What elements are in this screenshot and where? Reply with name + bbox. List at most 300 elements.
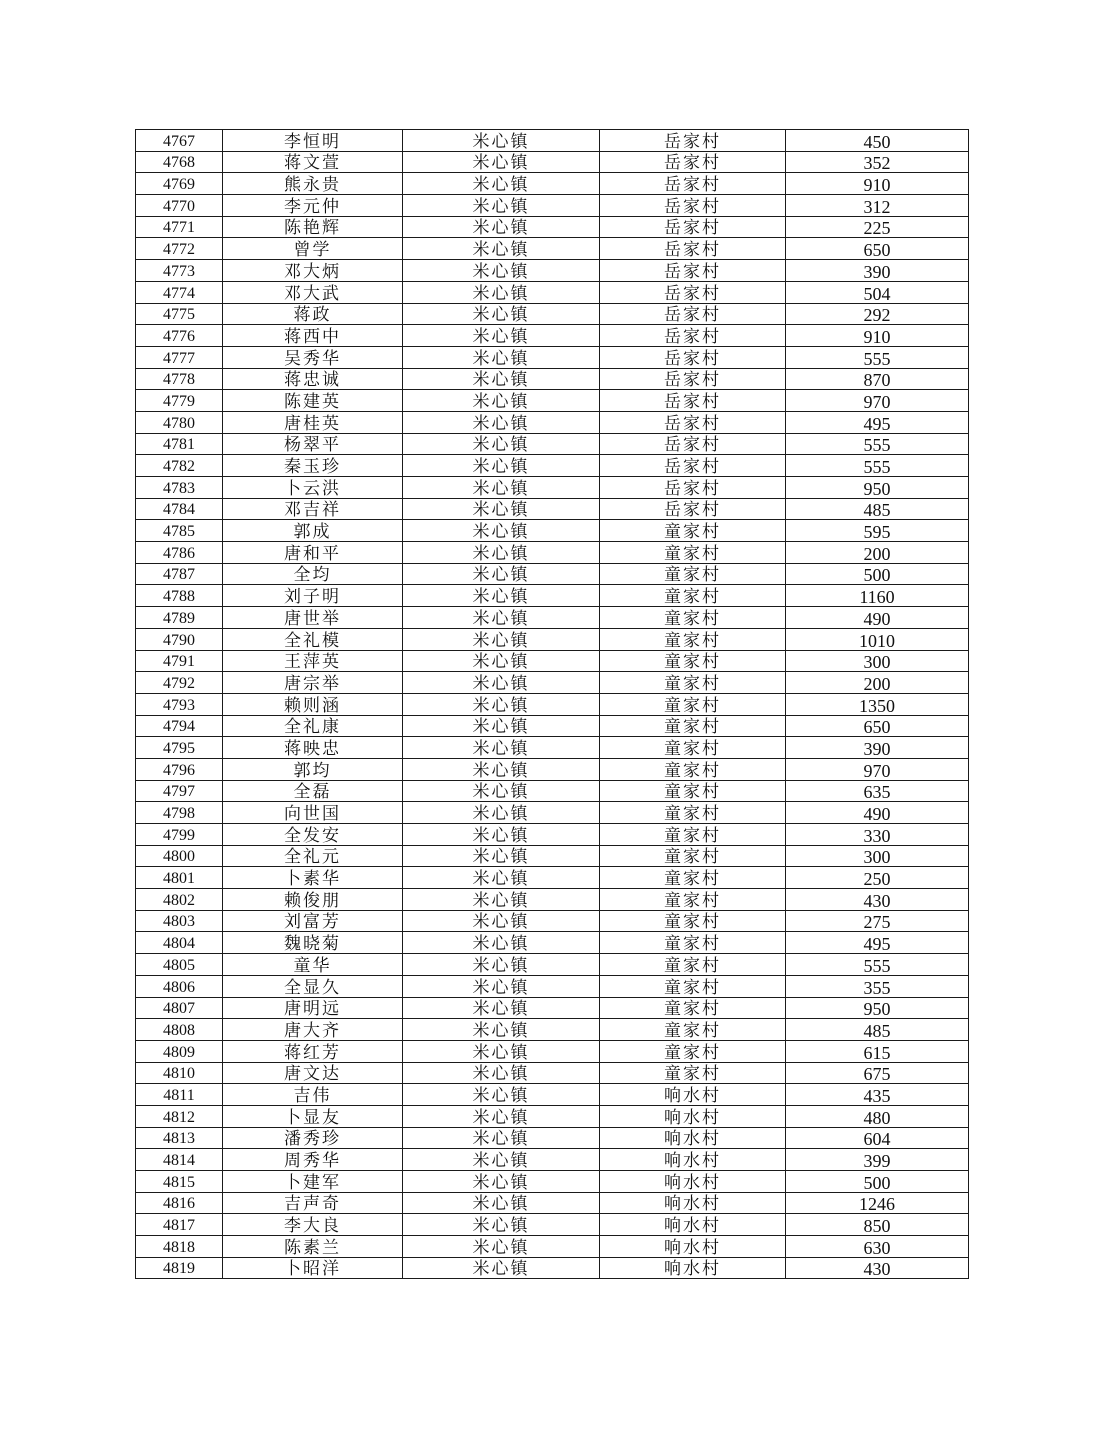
amount-cell: 555 bbox=[786, 433, 969, 455]
name-cell: 卜显友 bbox=[223, 1105, 403, 1127]
table-row bbox=[136, 260, 969, 282]
name-cell: 曾学 bbox=[223, 238, 403, 260]
name-cell: 蒋西中 bbox=[223, 325, 403, 347]
table-row bbox=[136, 867, 969, 889]
village-cell: 童家村 bbox=[600, 693, 786, 715]
row-number-cell: 4805 bbox=[136, 954, 223, 976]
town-cell: 米心镇 bbox=[403, 1019, 600, 1041]
name-cell: 唐桂英 bbox=[223, 411, 403, 433]
town-cell: 米心镇 bbox=[403, 1236, 600, 1258]
row-number-cell: 4811 bbox=[136, 1084, 223, 1106]
name-cell: 潘秀珍 bbox=[223, 1127, 403, 1149]
row-number-cell: 4773 bbox=[136, 260, 223, 282]
row-number-cell: 4797 bbox=[136, 780, 223, 802]
row-number-cell: 4783 bbox=[136, 477, 223, 499]
table-row bbox=[136, 672, 969, 694]
village-cell: 岳家村 bbox=[600, 433, 786, 455]
amount-cell: 970 bbox=[786, 758, 969, 780]
row-number-cell: 4809 bbox=[136, 1040, 223, 1062]
town-cell: 米心镇 bbox=[403, 758, 600, 780]
village-cell: 童家村 bbox=[600, 889, 786, 911]
row-number-cell: 4769 bbox=[136, 173, 223, 195]
table-row bbox=[136, 802, 969, 824]
amount-cell: 555 bbox=[786, 346, 969, 368]
table-row bbox=[136, 325, 969, 347]
row-number-cell: 4803 bbox=[136, 910, 223, 932]
row-number-cell: 4788 bbox=[136, 585, 223, 607]
row-number-cell: 4784 bbox=[136, 498, 223, 520]
town-cell: 米心镇 bbox=[403, 672, 600, 694]
table-row bbox=[136, 889, 969, 911]
village-cell: 响水村 bbox=[600, 1214, 786, 1236]
table-row bbox=[136, 477, 969, 499]
table-row bbox=[136, 585, 969, 607]
amount-cell: 1160 bbox=[786, 585, 969, 607]
amount-cell: 430 bbox=[786, 1257, 969, 1279]
amount-cell: 910 bbox=[786, 325, 969, 347]
village-cell: 童家村 bbox=[600, 1062, 786, 1084]
town-cell: 米心镇 bbox=[403, 1214, 600, 1236]
row-number-cell: 4782 bbox=[136, 455, 223, 477]
village-cell: 岳家村 bbox=[600, 346, 786, 368]
amount-cell: 485 bbox=[786, 498, 969, 520]
row-number-cell: 4767 bbox=[136, 130, 223, 152]
name-cell: 吉伟 bbox=[223, 1084, 403, 1106]
town-cell: 米心镇 bbox=[403, 520, 600, 542]
row-number-cell: 4770 bbox=[136, 195, 223, 217]
town-cell: 米心镇 bbox=[403, 563, 600, 585]
town-cell: 米心镇 bbox=[403, 1149, 600, 1171]
town-cell: 米心镇 bbox=[403, 346, 600, 368]
amount-cell: 355 bbox=[786, 975, 969, 997]
amount-cell: 390 bbox=[786, 737, 969, 759]
name-cell: 卜建军 bbox=[223, 1171, 403, 1193]
table-row bbox=[136, 1257, 969, 1279]
row-number-cell: 4810 bbox=[136, 1062, 223, 1084]
amount-cell: 490 bbox=[786, 607, 969, 629]
table-row bbox=[136, 1062, 969, 1084]
row-number-cell: 4806 bbox=[136, 975, 223, 997]
amount-cell: 615 bbox=[786, 1040, 969, 1062]
village-cell: 童家村 bbox=[600, 824, 786, 846]
town-cell: 米心镇 bbox=[403, 303, 600, 325]
row-number-cell: 4808 bbox=[136, 1019, 223, 1041]
town-cell: 米心镇 bbox=[403, 824, 600, 846]
name-cell: 周秀华 bbox=[223, 1149, 403, 1171]
amount-cell: 225 bbox=[786, 216, 969, 238]
name-cell: 熊永贵 bbox=[223, 173, 403, 195]
row-number-cell: 4800 bbox=[136, 845, 223, 867]
town-cell: 米心镇 bbox=[403, 325, 600, 347]
amount-cell: 495 bbox=[786, 932, 969, 954]
table-row bbox=[136, 932, 969, 954]
table-row bbox=[136, 520, 969, 542]
row-number-cell: 4776 bbox=[136, 325, 223, 347]
town-cell: 米心镇 bbox=[403, 607, 600, 629]
village-cell: 童家村 bbox=[600, 780, 786, 802]
name-cell: 赖则涵 bbox=[223, 693, 403, 715]
name-cell: 全磊 bbox=[223, 780, 403, 802]
town-cell: 米心镇 bbox=[403, 368, 600, 390]
name-cell: 郭均 bbox=[223, 758, 403, 780]
name-cell: 邓大武 bbox=[223, 281, 403, 303]
town-cell: 米心镇 bbox=[403, 151, 600, 173]
town-cell: 米心镇 bbox=[403, 975, 600, 997]
village-cell: 童家村 bbox=[600, 542, 786, 564]
row-number-cell: 4807 bbox=[136, 997, 223, 1019]
row-number-cell: 4774 bbox=[136, 281, 223, 303]
row-number-cell: 4799 bbox=[136, 824, 223, 846]
table-row bbox=[136, 151, 969, 173]
amount-cell: 850 bbox=[786, 1214, 969, 1236]
town-cell: 米心镇 bbox=[403, 1171, 600, 1193]
village-cell: 响水村 bbox=[600, 1171, 786, 1193]
amount-cell: 910 bbox=[786, 173, 969, 195]
amount-cell: 495 bbox=[786, 411, 969, 433]
village-cell: 岳家村 bbox=[600, 455, 786, 477]
town-cell: 米心镇 bbox=[403, 1105, 600, 1127]
town-cell: 米心镇 bbox=[403, 997, 600, 1019]
row-number-cell: 4794 bbox=[136, 715, 223, 737]
name-cell: 秦玉珍 bbox=[223, 455, 403, 477]
table-row bbox=[136, 368, 969, 390]
village-cell: 岳家村 bbox=[600, 325, 786, 347]
village-cell: 响水村 bbox=[600, 1257, 786, 1279]
row-number-cell: 4793 bbox=[136, 693, 223, 715]
name-cell: 陈艳辉 bbox=[223, 216, 403, 238]
table-row bbox=[136, 303, 969, 325]
amount-cell: 635 bbox=[786, 780, 969, 802]
amount-cell: 399 bbox=[786, 1149, 969, 1171]
town-cell: 米心镇 bbox=[403, 932, 600, 954]
village-cell: 童家村 bbox=[600, 845, 786, 867]
table-row bbox=[136, 173, 969, 195]
name-cell: 全显久 bbox=[223, 975, 403, 997]
name-cell: 吴秀华 bbox=[223, 346, 403, 368]
row-number-cell: 4796 bbox=[136, 758, 223, 780]
amount-cell: 390 bbox=[786, 260, 969, 282]
name-cell: 向世国 bbox=[223, 802, 403, 824]
village-cell: 童家村 bbox=[600, 1040, 786, 1062]
name-cell: 唐和平 bbox=[223, 542, 403, 564]
name-cell: 蒋映忠 bbox=[223, 737, 403, 759]
table-row bbox=[136, 628, 969, 650]
row-number-cell: 4791 bbox=[136, 650, 223, 672]
village-cell: 童家村 bbox=[600, 520, 786, 542]
table-row bbox=[136, 758, 969, 780]
records-table-body bbox=[136, 130, 969, 1279]
name-cell: 童华 bbox=[223, 954, 403, 976]
name-cell: 陈建英 bbox=[223, 390, 403, 412]
town-cell: 米心镇 bbox=[403, 542, 600, 564]
village-cell: 岳家村 bbox=[600, 411, 786, 433]
amount-cell: 595 bbox=[786, 520, 969, 542]
table-row bbox=[136, 845, 969, 867]
records-table bbox=[135, 129, 969, 1279]
table-row bbox=[136, 824, 969, 846]
row-number-cell: 4812 bbox=[136, 1105, 223, 1127]
name-cell: 刘子明 bbox=[223, 585, 403, 607]
town-cell: 米心镇 bbox=[403, 455, 600, 477]
table-row bbox=[136, 238, 969, 260]
town-cell: 米心镇 bbox=[403, 1084, 600, 1106]
village-cell: 童家村 bbox=[600, 650, 786, 672]
table-row bbox=[136, 455, 969, 477]
name-cell: 唐大齐 bbox=[223, 1019, 403, 1041]
town-cell: 米心镇 bbox=[403, 693, 600, 715]
table-row bbox=[136, 1084, 969, 1106]
name-cell: 唐宗举 bbox=[223, 672, 403, 694]
town-cell: 米心镇 bbox=[403, 802, 600, 824]
table-row bbox=[136, 737, 969, 759]
name-cell: 郭成 bbox=[223, 520, 403, 542]
town-cell: 米心镇 bbox=[403, 498, 600, 520]
amount-cell: 1246 bbox=[786, 1192, 969, 1214]
amount-cell: 435 bbox=[786, 1084, 969, 1106]
name-cell: 全发安 bbox=[223, 824, 403, 846]
village-cell: 岳家村 bbox=[600, 151, 786, 173]
table-row bbox=[136, 1214, 969, 1236]
amount-cell: 200 bbox=[786, 672, 969, 694]
name-cell: 卜昭洋 bbox=[223, 1257, 403, 1279]
amount-cell: 330 bbox=[786, 824, 969, 846]
amount-cell: 950 bbox=[786, 477, 969, 499]
row-number-cell: 4777 bbox=[136, 346, 223, 368]
village-cell: 童家村 bbox=[600, 715, 786, 737]
amount-cell: 650 bbox=[786, 238, 969, 260]
village-cell: 岳家村 bbox=[600, 173, 786, 195]
village-cell: 童家村 bbox=[600, 585, 786, 607]
table-row bbox=[136, 693, 969, 715]
town-cell: 米心镇 bbox=[403, 1257, 600, 1279]
table-row bbox=[136, 1236, 969, 1258]
name-cell: 杨翠平 bbox=[223, 433, 403, 455]
town-cell: 米心镇 bbox=[403, 585, 600, 607]
name-cell: 赖俊朋 bbox=[223, 889, 403, 911]
name-cell: 邓吉祥 bbox=[223, 498, 403, 520]
row-number-cell: 4768 bbox=[136, 151, 223, 173]
amount-cell: 275 bbox=[786, 910, 969, 932]
name-cell: 刘富芳 bbox=[223, 910, 403, 932]
village-cell: 响水村 bbox=[600, 1149, 786, 1171]
village-cell: 童家村 bbox=[600, 975, 786, 997]
amount-cell: 1350 bbox=[786, 693, 969, 715]
row-number-cell: 4804 bbox=[136, 932, 223, 954]
table-row bbox=[136, 1149, 969, 1171]
town-cell: 米心镇 bbox=[403, 1127, 600, 1149]
name-cell: 唐明远 bbox=[223, 997, 403, 1019]
village-cell: 响水村 bbox=[600, 1127, 786, 1149]
table-row bbox=[136, 1127, 969, 1149]
name-cell: 李元仲 bbox=[223, 195, 403, 217]
row-number-cell: 4778 bbox=[136, 368, 223, 390]
table-row bbox=[136, 1192, 969, 1214]
village-cell: 童家村 bbox=[600, 802, 786, 824]
town-cell: 米心镇 bbox=[403, 650, 600, 672]
name-cell: 全均 bbox=[223, 563, 403, 585]
town-cell: 米心镇 bbox=[403, 1192, 600, 1214]
name-cell: 李恒明 bbox=[223, 130, 403, 152]
row-number-cell: 4781 bbox=[136, 433, 223, 455]
table-row bbox=[136, 1040, 969, 1062]
town-cell: 米心镇 bbox=[403, 628, 600, 650]
amount-cell: 555 bbox=[786, 455, 969, 477]
village-cell: 岳家村 bbox=[600, 303, 786, 325]
town-cell: 米心镇 bbox=[403, 1062, 600, 1084]
table-row bbox=[136, 281, 969, 303]
row-number-cell: 4787 bbox=[136, 563, 223, 585]
amount-cell: 312 bbox=[786, 195, 969, 217]
table-row bbox=[136, 1019, 969, 1041]
name-cell: 唐世举 bbox=[223, 607, 403, 629]
table-row bbox=[136, 433, 969, 455]
amount-cell: 950 bbox=[786, 997, 969, 1019]
table-row bbox=[136, 715, 969, 737]
row-number-cell: 4814 bbox=[136, 1149, 223, 1171]
name-cell: 蒋忠诚 bbox=[223, 368, 403, 390]
amount-cell: 200 bbox=[786, 542, 969, 564]
amount-cell: 870 bbox=[786, 368, 969, 390]
table-row bbox=[136, 975, 969, 997]
name-cell: 全礼元 bbox=[223, 845, 403, 867]
table-row bbox=[136, 195, 969, 217]
village-cell: 岳家村 bbox=[600, 130, 786, 152]
village-cell: 童家村 bbox=[600, 737, 786, 759]
town-cell: 米心镇 bbox=[403, 1040, 600, 1062]
village-cell: 童家村 bbox=[600, 672, 786, 694]
village-cell: 童家村 bbox=[600, 1019, 786, 1041]
row-number-cell: 4780 bbox=[136, 411, 223, 433]
town-cell: 米心镇 bbox=[403, 715, 600, 737]
table-row bbox=[136, 498, 969, 520]
village-cell: 岳家村 bbox=[600, 216, 786, 238]
amount-cell: 675 bbox=[786, 1062, 969, 1084]
amount-cell: 292 bbox=[786, 303, 969, 325]
name-cell: 邓大炳 bbox=[223, 260, 403, 282]
table-row bbox=[136, 542, 969, 564]
village-cell: 岳家村 bbox=[600, 260, 786, 282]
table-row bbox=[136, 130, 969, 152]
row-number-cell: 4771 bbox=[136, 216, 223, 238]
amount-cell: 500 bbox=[786, 563, 969, 585]
amount-cell: 250 bbox=[786, 867, 969, 889]
row-number-cell: 4813 bbox=[136, 1127, 223, 1149]
table-row bbox=[136, 607, 969, 629]
row-number-cell: 4772 bbox=[136, 238, 223, 260]
town-cell: 米心镇 bbox=[403, 433, 600, 455]
row-number-cell: 4790 bbox=[136, 628, 223, 650]
village-cell: 童家村 bbox=[600, 628, 786, 650]
amount-cell: 485 bbox=[786, 1019, 969, 1041]
town-cell: 米心镇 bbox=[403, 477, 600, 499]
table-row bbox=[136, 650, 969, 672]
table-row bbox=[136, 780, 969, 802]
row-number-cell: 4792 bbox=[136, 672, 223, 694]
town-cell: 米心镇 bbox=[403, 390, 600, 412]
village-cell: 岳家村 bbox=[600, 281, 786, 303]
table-row bbox=[136, 563, 969, 585]
amount-cell: 490 bbox=[786, 802, 969, 824]
name-cell: 蒋政 bbox=[223, 303, 403, 325]
village-cell: 响水村 bbox=[600, 1084, 786, 1106]
amount-cell: 1010 bbox=[786, 628, 969, 650]
town-cell: 米心镇 bbox=[403, 845, 600, 867]
village-cell: 响水村 bbox=[600, 1105, 786, 1127]
town-cell: 米心镇 bbox=[403, 867, 600, 889]
table-row bbox=[136, 1105, 969, 1127]
village-cell: 岳家村 bbox=[600, 195, 786, 217]
village-cell: 童家村 bbox=[600, 758, 786, 780]
amount-cell: 352 bbox=[786, 151, 969, 173]
town-cell: 米心镇 bbox=[403, 195, 600, 217]
amount-cell: 630 bbox=[786, 1236, 969, 1258]
village-cell: 岳家村 bbox=[600, 238, 786, 260]
village-cell: 岳家村 bbox=[600, 368, 786, 390]
name-cell: 卜云洪 bbox=[223, 477, 403, 499]
amount-cell: 480 bbox=[786, 1105, 969, 1127]
amount-cell: 500 bbox=[786, 1171, 969, 1193]
table-row bbox=[136, 216, 969, 238]
town-cell: 米心镇 bbox=[403, 130, 600, 152]
town-cell: 米心镇 bbox=[403, 281, 600, 303]
table-row bbox=[136, 390, 969, 412]
table-row bbox=[136, 411, 969, 433]
village-cell: 童家村 bbox=[600, 867, 786, 889]
village-cell: 童家村 bbox=[600, 954, 786, 976]
table-row bbox=[136, 954, 969, 976]
row-number-cell: 4785 bbox=[136, 520, 223, 542]
town-cell: 米心镇 bbox=[403, 954, 600, 976]
town-cell: 米心镇 bbox=[403, 260, 600, 282]
town-cell: 米心镇 bbox=[403, 173, 600, 195]
row-number-cell: 4818 bbox=[136, 1236, 223, 1258]
village-cell: 童家村 bbox=[600, 563, 786, 585]
amount-cell: 300 bbox=[786, 845, 969, 867]
name-cell: 吉声奇 bbox=[223, 1192, 403, 1214]
table-row bbox=[136, 997, 969, 1019]
row-number-cell: 4786 bbox=[136, 542, 223, 564]
village-cell: 童家村 bbox=[600, 607, 786, 629]
name-cell: 李大良 bbox=[223, 1214, 403, 1236]
row-number-cell: 4801 bbox=[136, 867, 223, 889]
row-number-cell: 4798 bbox=[136, 802, 223, 824]
village-cell: 童家村 bbox=[600, 997, 786, 1019]
village-cell: 响水村 bbox=[600, 1236, 786, 1258]
amount-cell: 555 bbox=[786, 954, 969, 976]
amount-cell: 604 bbox=[786, 1127, 969, 1149]
town-cell: 米心镇 bbox=[403, 238, 600, 260]
name-cell: 全礼康 bbox=[223, 715, 403, 737]
amount-cell: 430 bbox=[786, 889, 969, 911]
village-cell: 岳家村 bbox=[600, 390, 786, 412]
row-number-cell: 4802 bbox=[136, 889, 223, 911]
village-cell: 岳家村 bbox=[600, 498, 786, 520]
amount-cell: 450 bbox=[786, 130, 969, 152]
row-number-cell: 4817 bbox=[136, 1214, 223, 1236]
town-cell: 米心镇 bbox=[403, 910, 600, 932]
name-cell: 蒋红芳 bbox=[223, 1040, 403, 1062]
row-number-cell: 4779 bbox=[136, 390, 223, 412]
name-cell: 卜素华 bbox=[223, 867, 403, 889]
name-cell: 魏晓菊 bbox=[223, 932, 403, 954]
town-cell: 米心镇 bbox=[403, 411, 600, 433]
amount-cell: 300 bbox=[786, 650, 969, 672]
town-cell: 米心镇 bbox=[403, 216, 600, 238]
row-number-cell: 4795 bbox=[136, 737, 223, 759]
row-number-cell: 4775 bbox=[136, 303, 223, 325]
town-cell: 米心镇 bbox=[403, 889, 600, 911]
village-cell: 岳家村 bbox=[600, 477, 786, 499]
